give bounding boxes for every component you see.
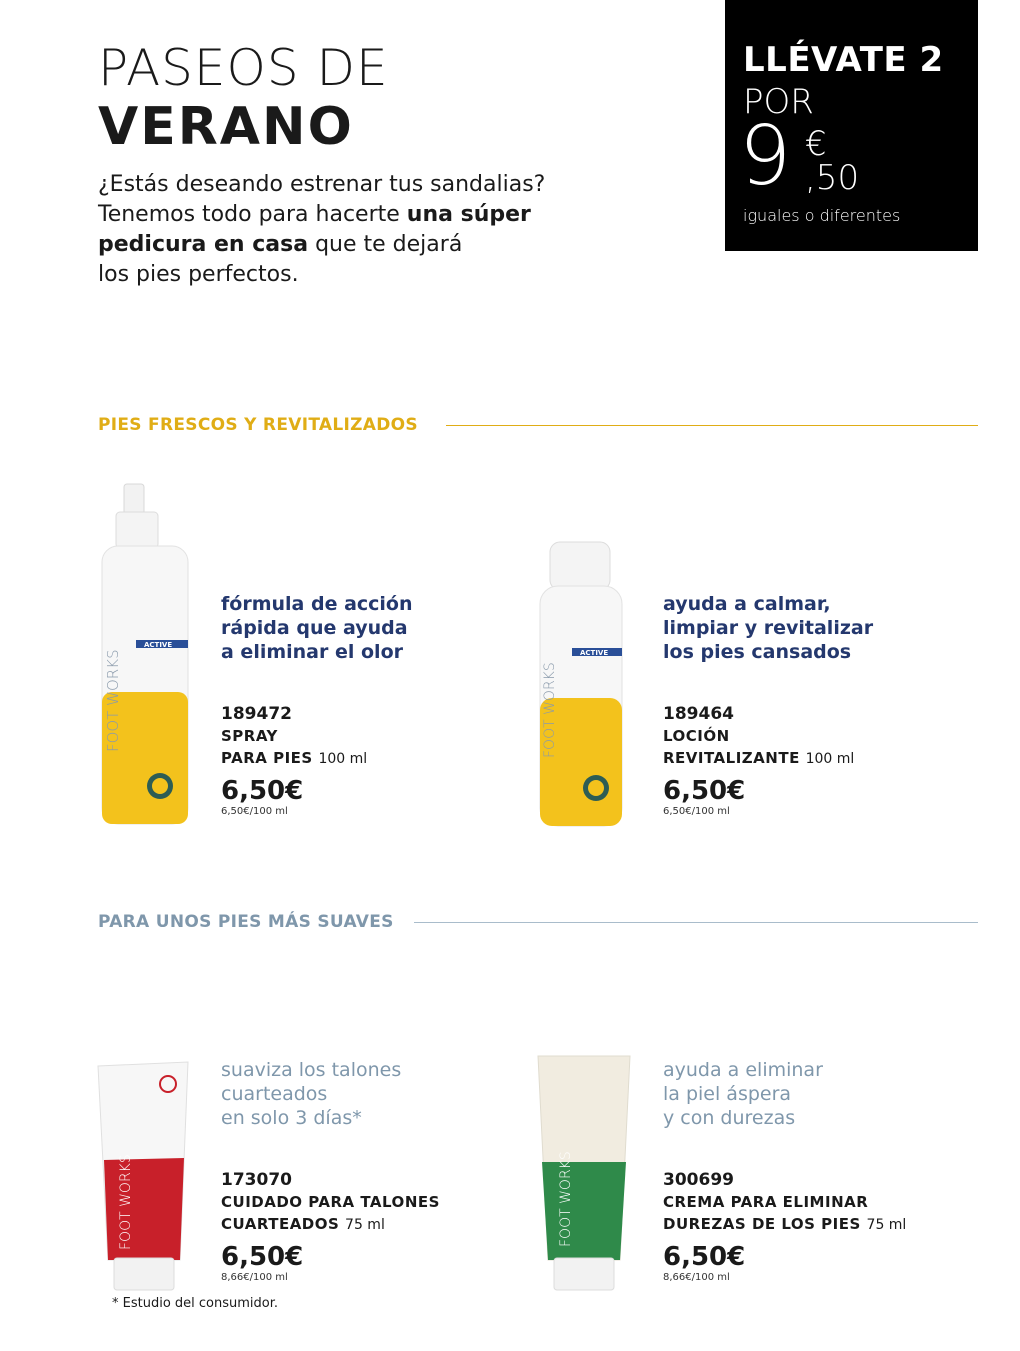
- product-price: 6,50€: [663, 776, 746, 806]
- description-line: y con durezas: [663, 1107, 796, 1129]
- description-line: fórmula de acción: [221, 593, 413, 615]
- product-info: [221, 703, 367, 817]
- product-description: [663, 592, 873, 664]
- description-line: en solo 3 días*: [221, 1107, 362, 1129]
- unit-price: 8,66€/100 ml: [663, 1272, 730, 1283]
- product-price: 6,50€: [221, 1242, 304, 1272]
- product-price: 6,50€: [221, 776, 304, 806]
- section-heading-fresh: PIES FRESCOS Y REVITALIZADOS: [98, 415, 418, 435]
- pack-brand-text: FOOT WORKS: [542, 662, 558, 758]
- intro-line-2: [98, 200, 658, 230]
- promo-line2: POR: [743, 82, 814, 122]
- product-quantity: 100 ml: [805, 751, 855, 767]
- unit-price: 8,66€/100 ml: [221, 1272, 288, 1283]
- intro-bold-segment: una súper: [406, 202, 531, 227]
- product-quantity: 75 ml: [345, 1217, 385, 1233]
- product-info: [221, 1169, 440, 1283]
- section-heading-soft: PARA UNOS PIES MÁS SUAVES: [98, 912, 394, 932]
- description-line: la piel áspera: [663, 1083, 792, 1105]
- product-name-text: PARA PIES: [221, 749, 313, 767]
- description-line: ayuda a eliminar: [663, 1059, 823, 1081]
- product-name-line2: [221, 747, 367, 770]
- product-description: [221, 1058, 401, 1130]
- promo-badge: [725, 0, 978, 251]
- page-title-line1: PASEOS DE: [98, 39, 389, 97]
- product-price: 6,50€: [663, 1242, 746, 1272]
- lotion-bottle-image: [536, 538, 626, 828]
- promo-price-integer: 9: [739, 109, 790, 204]
- section-divider: [414, 922, 978, 923]
- product-code: 173070: [221, 1170, 292, 1190]
- product-name-line2: [663, 1213, 906, 1236]
- product-name-text: DUREZAS DE LOS PIES: [663, 1215, 861, 1233]
- description-line: suaviza los talones: [221, 1059, 402, 1081]
- intro-line-4: los pies perfectos.: [98, 262, 299, 287]
- pack-brand-text: FOOT WORKS: [118, 1154, 134, 1250]
- intro-line-1: ¿Estás deseando estrenar tus sandalias?: [98, 172, 546, 197]
- promo-note: iguales o diferentes: [743, 206, 901, 225]
- description-line: ayuda a calmar,: [663, 593, 831, 615]
- intro-line-3: [98, 230, 658, 260]
- pack-brand-text: FOOT WORKS: [104, 649, 122, 752]
- promo-price-decimal: ,50: [805, 158, 860, 198]
- product-name-line1: LOCIÓN: [663, 727, 730, 745]
- heel-cream-tube-image: [94, 1060, 194, 1292]
- product-name-text: REVITALIZANTE: [663, 749, 800, 767]
- product-info: [663, 703, 854, 817]
- svg-text:ACTIVE: ACTIVE: [144, 641, 173, 649]
- product-name-text: CUARTEADOS: [221, 1215, 340, 1233]
- product-info: [663, 1169, 906, 1283]
- product-name-line2: [221, 1213, 440, 1236]
- product-description: [663, 1058, 823, 1130]
- product-name-line1: CREMA PARA ELIMINAR: [663, 1193, 869, 1211]
- spray-bottle-image: [96, 482, 196, 827]
- unit-price: 6,50€/100 ml: [663, 806, 730, 817]
- description-line: los pies cansados: [663, 641, 852, 663]
- description-line: cuarteados: [221, 1083, 328, 1105]
- product-description: [221, 592, 413, 664]
- footnote: * Estudio del consumidor.: [112, 1296, 279, 1311]
- page-title-line2: VERANO: [98, 97, 354, 157]
- intro-text: [98, 170, 658, 290]
- product-name-line1: CUIDADO PARA TALONES: [221, 1193, 440, 1211]
- intro-bold-segment: pedicura en casa: [98, 232, 309, 257]
- unit-price: 6,50€/100 ml: [221, 806, 288, 817]
- promo-currency: €: [805, 124, 827, 164]
- product-code: 300699: [663, 1170, 734, 1190]
- section-divider: [446, 425, 978, 426]
- description-line: limpiar y revitalizar: [663, 617, 874, 639]
- pack-brand-text: FOOT WORKS: [558, 1151, 574, 1247]
- callus-cream-tube-image: [534, 1052, 634, 1292]
- product-name-line2: [663, 747, 854, 770]
- product-code: 189464: [663, 704, 734, 724]
- intro-text-segment: Tenemos todo para hacerte: [98, 202, 407, 227]
- promo-line1: LLÉVATE 2: [743, 40, 944, 80]
- description-line: rápida que ayuda: [221, 617, 408, 639]
- description-line: a eliminar el olor: [221, 641, 403, 663]
- svg-text:ACTIVE: ACTIVE: [580, 649, 609, 657]
- product-quantity: 75 ml: [866, 1217, 907, 1233]
- product-quantity: 100 ml: [318, 751, 368, 767]
- product-name-line1: SPRAY: [221, 727, 278, 745]
- intro-text-segment: que te dejará: [308, 232, 463, 257]
- product-code: 189472: [221, 704, 292, 724]
